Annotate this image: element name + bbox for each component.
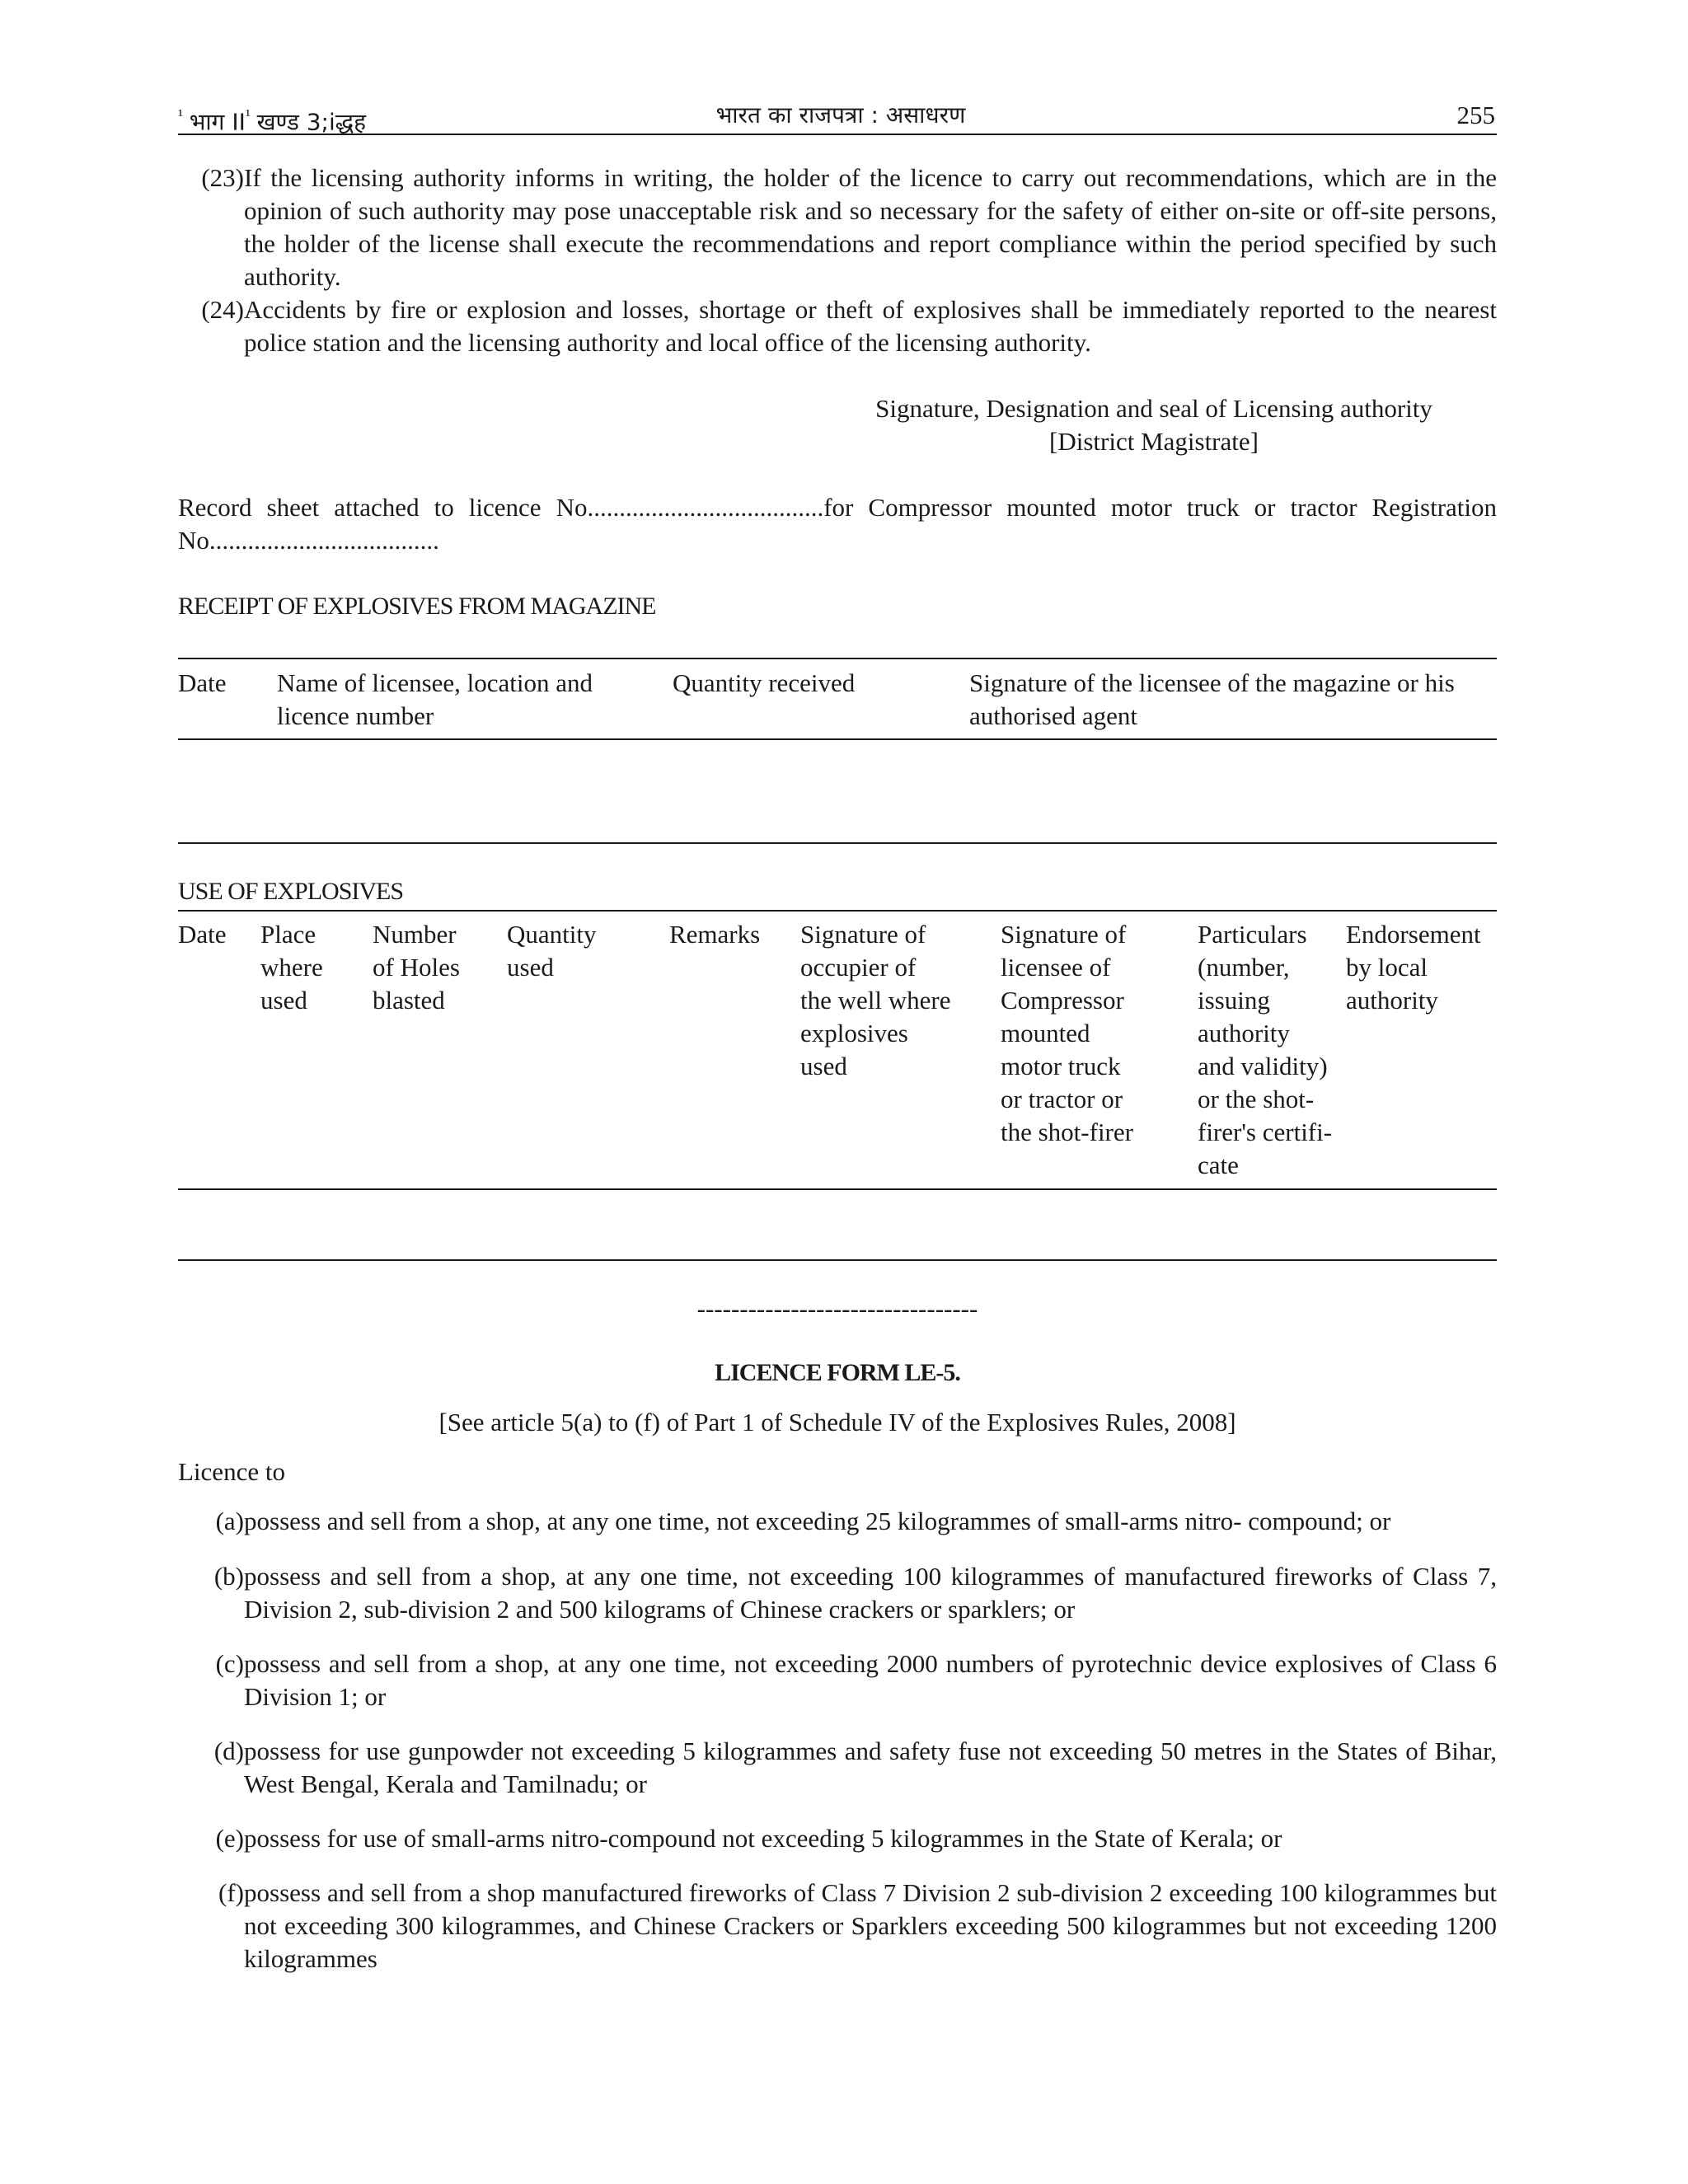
signature-line: Signature, Designation and seal of Licensing authority: [875, 394, 1432, 423]
receipt-section-title: RECEIPT OF EXPLOSIVES FROM MAGAZINE: [178, 593, 656, 620]
item-number: (a): [215, 1507, 244, 1535]
receipt-table-header-rule: [178, 738, 1497, 740]
header-section: खण्ड 3;iद्धह: [256, 108, 366, 136]
condition-number: (23): [201, 163, 244, 192]
receipt-col-quantity: Quantity received: [673, 668, 856, 697]
licence-item-b: [178, 1560, 1497, 1626]
record-sheet-line: Record sheet attached to licence No.....................................for Compressor mounted motor truck or tractor Registration No....................................: [178, 493, 1497, 555]
use-table-bottom-rule: [178, 1259, 1497, 1261]
item-text: possess and sell from a shop, at any one time, not exceeding 2000 numbers of pyrotechnic device explosives of Class 6 Division 1; or: [244, 1649, 1497, 1711]
use-col-holes: Number of Holes blasted: [373, 920, 460, 1015]
signature-block: [824, 392, 1484, 458]
item-number: (f): [218, 1878, 244, 1907]
header-rule: [178, 134, 1497, 135]
receipt-table-bottom-rule: [178, 842, 1497, 844]
condition-23: [178, 162, 1497, 293]
item-text: possess and sell from a shop, at any one time, not exceeding 100 kilogrammes of manufactured fireworks of Class 7, Division 2, sub-division 2 and 500 kilograms of Chinese crackers or sparklers; or: [244, 1562, 1497, 1624]
condition-number: (24): [201, 295, 244, 324]
use-section-title: USE OF EXPLOSIVES: [178, 878, 404, 905]
licence-item-c: [178, 1647, 1497, 1713]
use-col-remarks: Remarks: [669, 920, 761, 949]
receipt-col-signature: Signature of the licensee of the magazine or his authorised agent: [969, 668, 1455, 730]
licence-item-f: [178, 1877, 1497, 1975]
use-table-header-rule: [178, 1188, 1497, 1190]
use-col-endorsement: Endorsement by local authority: [1346, 920, 1481, 1015]
use-col-occupier-signature: Signature of occupier of the well where explosives used: [800, 920, 951, 1080]
header-part: भाग II: [189, 108, 246, 136]
item-text: possess and sell from a shop, at any one time, not exceeding 25 kilogrammes of small-arms nitro- compound; or: [244, 1507, 1391, 1535]
use-col-quantity: Quantity used: [507, 920, 597, 982]
use-col-place: Place where used: [260, 920, 323, 1015]
item-text: possess for use of small-arms nitro-compound not exceeding 5 kilogrammes in the State of Kerala; or: [244, 1824, 1282, 1853]
receipt-table-top-rule: [178, 658, 1497, 659]
use-col-particulars: Particulars (number, issuing authority and validity) or the shot- firer's certifi- cate: [1198, 920, 1333, 1179]
section-separator: ---------------------------------: [696, 1294, 978, 1323]
form-title: LICENCE FORM LE-5.: [715, 1359, 960, 1386]
page-number: 255: [1456, 101, 1495, 129]
header-gazette-title: भारत का राजपत्रा : असाधरण: [715, 101, 966, 129]
licence-item-d: [178, 1735, 1497, 1801]
receipt-col-licensee: Name of licensee, location and licence number: [277, 668, 593, 730]
condition-text: Accidents by fire or explosion and losses, shortage or theft of explosives shall be immediately reported to the nearest police station and the licensing authority and local office of the licensing authority.: [244, 295, 1497, 357]
header-sup: ¹: [245, 106, 251, 124]
use-table-top-rule: [178, 910, 1497, 912]
item-text: possess and sell from a shop manufactured fireworks of Class 7 Division 2 sub-division 2 exceeding 100 kilogrammes but not exceeding 300 kilogrammes, and Chinese Crackers or Sparklers exceeding 500 kilogrammes but not exceeding 1200 kilogrammes: [244, 1878, 1497, 1973]
licence-item-a: [178, 1505, 1497, 1538]
item-number: (b): [213, 1562, 244, 1591]
item-text: possess for use gunpowder not exceeding 5 kilogrammes and safety fuse not exceeding 50 metres in the States of Bihar, West Bengal, Kerala and Tamilnadu; or: [244, 1736, 1497, 1798]
item-number: (e): [215, 1824, 244, 1853]
item-number: (d): [213, 1736, 244, 1765]
signature-designation: [District Magistrate]: [1049, 427, 1259, 456]
use-col-licensee-signature: Signature of licensee of Compressor mounted motor truck or tractor or the shot-firer: [1001, 920, 1133, 1146]
header-prefix: ¹: [178, 106, 183, 124]
condition-24: [178, 293, 1497, 359]
receipt-col-date: Date: [178, 668, 227, 697]
form-intro: Licence to: [178, 1457, 285, 1486]
condition-text: If the licensing authority informs in writing, the holder of the licence to carry out recommendations, which are in the opinion of such authority may pose unacceptable risk and so necessary for the safety of either on-site or off-site persons, the holder of the license shall execute the recommendations and report compliance within the period specified by such authority.: [244, 163, 1497, 291]
form-subtitle: [See article 5(a) to (f) of Part 1 of Schedule IV of the Explosives Rules, 2008]: [438, 1408, 1236, 1436]
licence-item-e: [178, 1822, 1497, 1855]
item-number: (c): [215, 1649, 244, 1678]
use-col-date: Date: [178, 920, 227, 949]
